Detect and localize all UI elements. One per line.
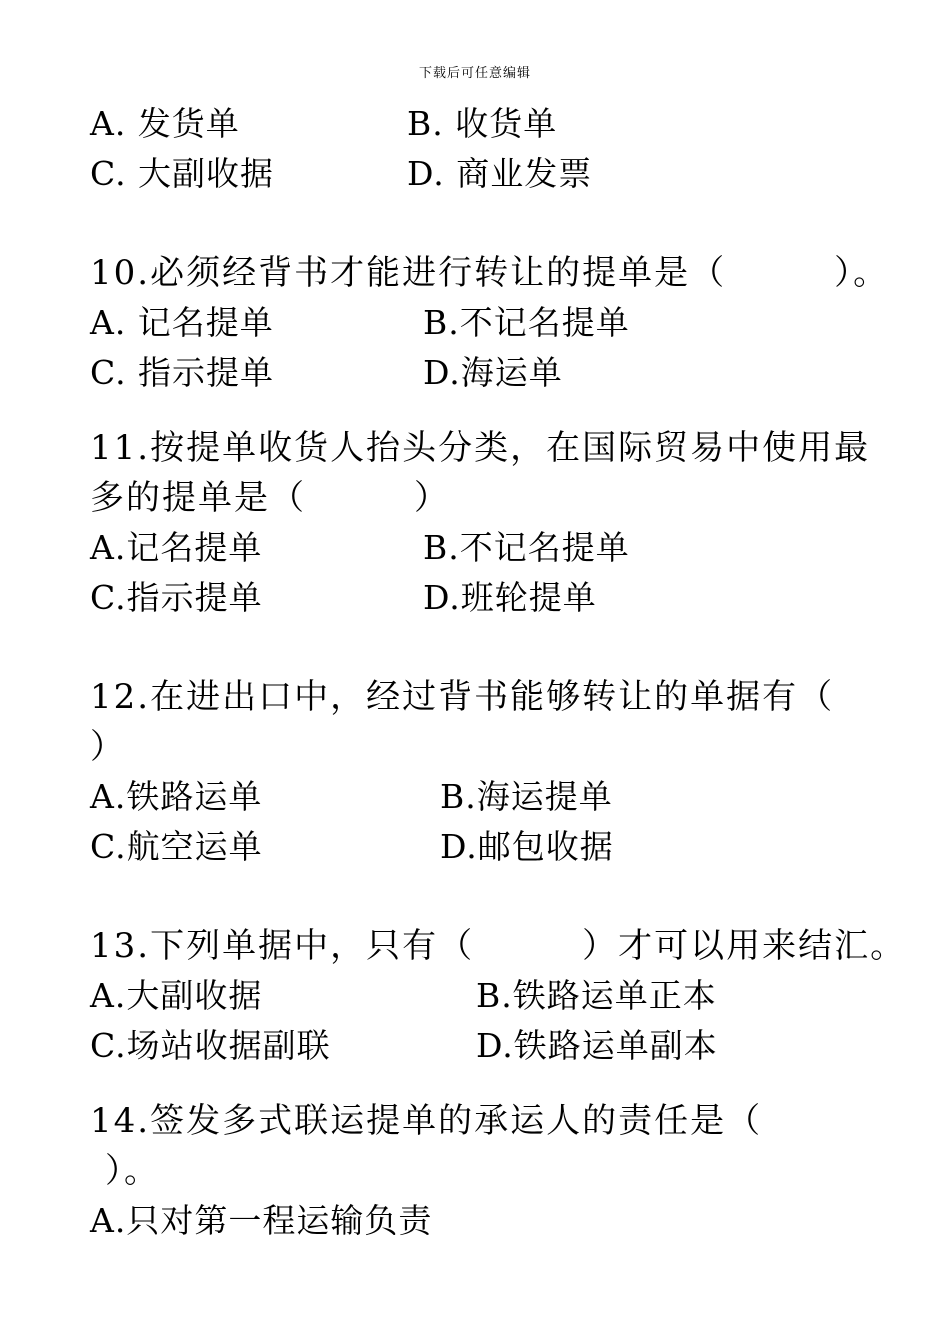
q13-option-b: B.铁路运单正本	[476, 976, 717, 1015]
q11-option-a: A.记名提单	[90, 528, 263, 567]
q12-option-c: C.航空运单	[90, 827, 263, 866]
q12-stem-line2: ）	[90, 727, 126, 767]
q13-option-d: D.铁路运单副本	[476, 1026, 718, 1065]
q11-stem-line1: 11.按提单收货人抬头分类，在国际贸易中使用最	[90, 428, 871, 468]
q10-stem: 10.必须经背书才能进行转让的提单是（ ）。	[90, 253, 890, 293]
q13-stem: 13.下列单据中，只有（ ）才可以用来结汇。	[90, 926, 907, 966]
q14-option-a: A.只对第一程运输负责	[90, 1201, 433, 1240]
q9-option-a: A. 发货单	[90, 104, 240, 143]
q12-option-d: D.邮包收据	[440, 827, 614, 866]
q14-stem-line2: ）。	[105, 1151, 160, 1191]
q10-option-b: B.不记名提单	[423, 303, 630, 342]
q10-option-c: C. 指示提单	[90, 353, 275, 392]
q13-option-a: A.大副收据	[90, 976, 263, 1015]
q11-option-c: C.指示提单	[90, 578, 263, 617]
q11-option-d: D.班轮提单	[423, 578, 597, 617]
q10-option-a: A. 记名提单	[90, 303, 274, 342]
q12-option-a: A.铁路运单	[90, 777, 263, 816]
q14-stem-line1: 14.签发多式联运提单的承运人的责任是（	[90, 1101, 763, 1141]
q12-stem-line1: 12.在进出口中，经过背书能够转让的单据有（	[90, 677, 835, 717]
q11-option-b: B.不记名提单	[423, 528, 630, 567]
q11-stem-line2: 多的提单是（ ）	[90, 478, 450, 518]
q13-option-c: C.场站收据副联	[90, 1026, 331, 1065]
q12-option-b: B.海运提单	[440, 777, 613, 816]
q9-option-c: C. 大副收据	[90, 154, 275, 193]
q9-option-b: B. 收货单	[407, 104, 558, 143]
page-header: 下载后可任意编辑	[418, 66, 531, 81]
q10-option-d: D.海运单	[423, 353, 563, 392]
q9-option-d: D. 商业发票	[407, 154, 593, 193]
